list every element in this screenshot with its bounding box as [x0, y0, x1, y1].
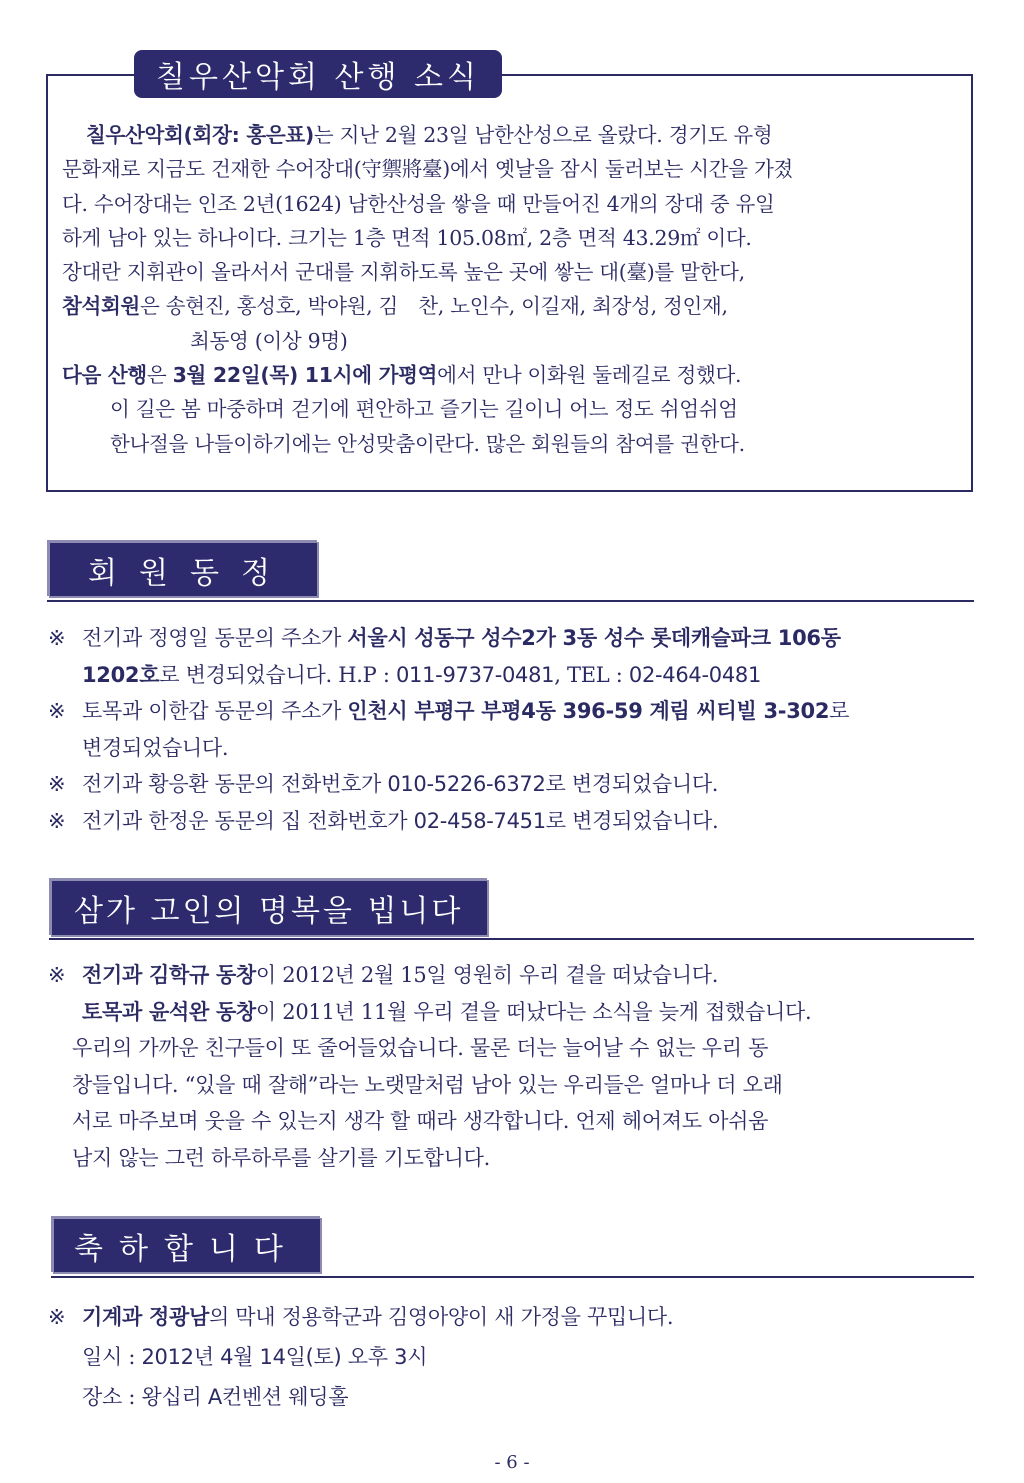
condolence-rule: [49, 938, 974, 940]
list-item: ※ 전기과 정영일 동문의 주소가 서울시 성동구 성수2가 3동 성수 롯데캐슬파크 106동: [48, 620, 978, 657]
member-news-list: [48, 620, 978, 839]
congrats-line: ※ 기계과 정광남의 막내 정용학군과 김영아양이 새 가정을 꾸밉니다.: [48, 1297, 978, 1337]
reference-mark-icon: ※: [48, 699, 66, 723]
condolence-line: 서로 마주보며 웃을 수 있는지 생각 할 때라 생각합니다. 언제 헤어져도 아쉬움: [72, 1109, 769, 1133]
list-item-continuation: 변경되었습니다.: [82, 735, 229, 760]
reference-mark-icon: ※: [48, 626, 66, 650]
reference-mark-icon: ※: [48, 772, 66, 796]
condolence-line: 우리의 가까운 친구들이 또 줄어들었습니다. 물론 더는 늘어날 수 없는 우리 동: [72, 1036, 769, 1060]
hiking-news-title: 칠우산악회 산행 소식: [134, 50, 502, 98]
page-number: - 6 -: [494, 1452, 530, 1473]
news-next-hike: 다음 산행은 3월 22일(목) 11시에 가평역에서 만나 이화원 둘레길로 정했다.: [62, 363, 742, 388]
condolence-line: 남지 않는 그런 하루하루를 살기를 기도합니다.: [72, 1145, 490, 1170]
congrats-heading: 축하합니다: [51, 1216, 320, 1272]
condolence-line: 토목과 윤석완 동창이 2011년 11월 우리 곁을 떠났다는 소식을 늦게 접했습니다.: [82, 999, 812, 1024]
news-line: 하게 남아 있는 하나이다. 크기는 1층 면적 105.08㎡, 2층 면적 43.29㎡ 이다.: [62, 225, 752, 250]
reference-mark-icon: ※: [48, 963, 66, 987]
wedding-date: 일시 : 2012년 4월 14일(토) 오후 3시: [82, 1345, 428, 1369]
reference-mark-icon: ※: [48, 1305, 66, 1329]
list-item: ※ 전기과 한정운 동문의 집 전화번호가 02-458-7451로 변경되었습니다.: [48, 803, 978, 840]
news-line: 참석회원은 송현진, 홍성호, 박야원, 김 찬, 노인수, 이길재, 최장성, 정인재,: [62, 294, 728, 319]
condolence-body: [48, 957, 978, 1176]
reference-mark-icon: ※: [48, 808, 66, 833]
list-item: ※ 토목과 이한갑 동문의 주소가 인천시 부평구 부평4동 396-59 계림 씨티빌 3-302로: [48, 693, 978, 730]
congrats-body: [48, 1297, 978, 1417]
news-line: 칠우산악회(회장: 홍은표)는 지난 2월 23일 남한산성으로 올랐다. 경기도 유형: [86, 123, 773, 147]
news-line: 다. 수어장대는 인조 2년(1624) 남한산성을 쌓을 때 만들어진 4개의 장대 중 유일: [62, 191, 775, 216]
news-line: 문화재로 지금도 건재한 수어장대(守禦將臺)에서 옛날을 잠시 둘러보는 시간을 가졌: [62, 157, 794, 182]
news-line: 이 길은 봄 마중하며 걷기에 편안하고 즐기는 길이니 어느 정도 쉬엄쉬엄: [110, 397, 738, 422]
congrats-rule: [51, 1276, 974, 1278]
wedding-place: 장소 : 왕십리 A컨벤션 웨딩홀: [82, 1385, 349, 1409]
condolence-heading: 삼가 고인의 명복을 빕니다: [49, 878, 487, 935]
hiking-news-body: [62, 118, 958, 461]
member-news-rule: [47, 600, 974, 602]
news-line: 한나절을 나들이하기에는 안성맞춤이란다. 많은 회원들의 참여를 권한다.: [110, 431, 745, 456]
condolence-line: 창들입니다. “있을 때 잘해”라는 노랫말처럼 남아 있는 우리들은 얼마나 더 오래: [72, 1072, 783, 1097]
list-item-continuation: 1202호로 변경되었습니다. H.P : 011-9737-0481, TEL : 02-464-0481: [82, 662, 762, 687]
list-item: ※ 전기과 황응환 동문의 전화번호가 010-5226-6372로 변경되었습니다.: [48, 766, 978, 803]
news-line: 최동영 (이상 9명): [190, 328, 348, 353]
member-news-heading: 회원동정: [47, 540, 317, 596]
news-line: 장대란 지휘관이 올라서서 군대를 지휘하도록 높은 곳에 쌓는 대(臺)를 말한다,: [62, 260, 745, 285]
condolence-line: ※ 전기과 김학규 동창이 2012년 2월 15일 영원히 우리 곁을 떠났습니다.: [48, 957, 978, 994]
